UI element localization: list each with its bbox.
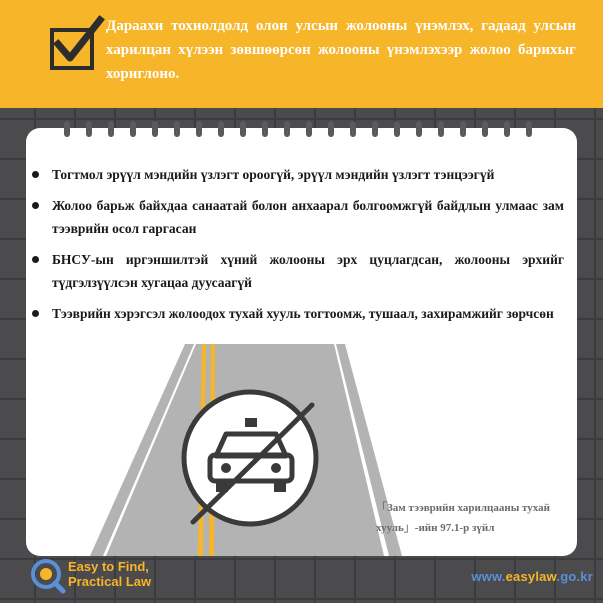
logo-line: Easy to Find,	[68, 559, 149, 574]
site-url[interactable]	[471, 569, 593, 584]
list-item: Тээврийн хэрэгсэл жолоодох тухай хууль тогтоомж, тушаал, захирамжийг зөрчсөн	[32, 302, 564, 325]
list-item: Жолоо барьж байхдаа санаатай болон анхаарал болгоомжгүй байдлын улмаас зам тээврийн осол гаргасан	[32, 194, 564, 240]
logo-line: Practical Law	[68, 574, 152, 589]
source-line: хууль」-ийн 97.1-р зүйл	[376, 522, 495, 534]
no-driving-car-icon	[184, 392, 316, 524]
list-item: Тогтмол эрүүл мэндийн үзлэгт ороогүй, эрүүл мэндийн үзлэгт тэнцээгүй	[32, 163, 564, 186]
easylaw-logo-icon	[30, 558, 66, 594]
header-text: Дараахи тохиолдолд олон улсын жолооны үнэмлэх, гадаад улсын харилцан хүлээн зөвшөөрсөн жолооны үнэмлэхээр жолоо барихыг хориглоно.	[106, 18, 576, 82]
source-line: 「Зам тээврийн харилцааны тухай	[376, 502, 551, 514]
site-brand: easylaw	[505, 569, 557, 584]
site-prefix: www.	[471, 569, 506, 584]
legal-source	[376, 498, 576, 538]
site-suffix: .go.kr	[556, 569, 593, 584]
list-item: БНСУ-ын иргэншилтэй хүний жолооны эрх цуцлагдсан, жолооны эрхийг түдгэлзүүлсэн хугацаа дуусаагүй	[32, 248, 564, 294]
logo-text	[68, 559, 151, 589]
